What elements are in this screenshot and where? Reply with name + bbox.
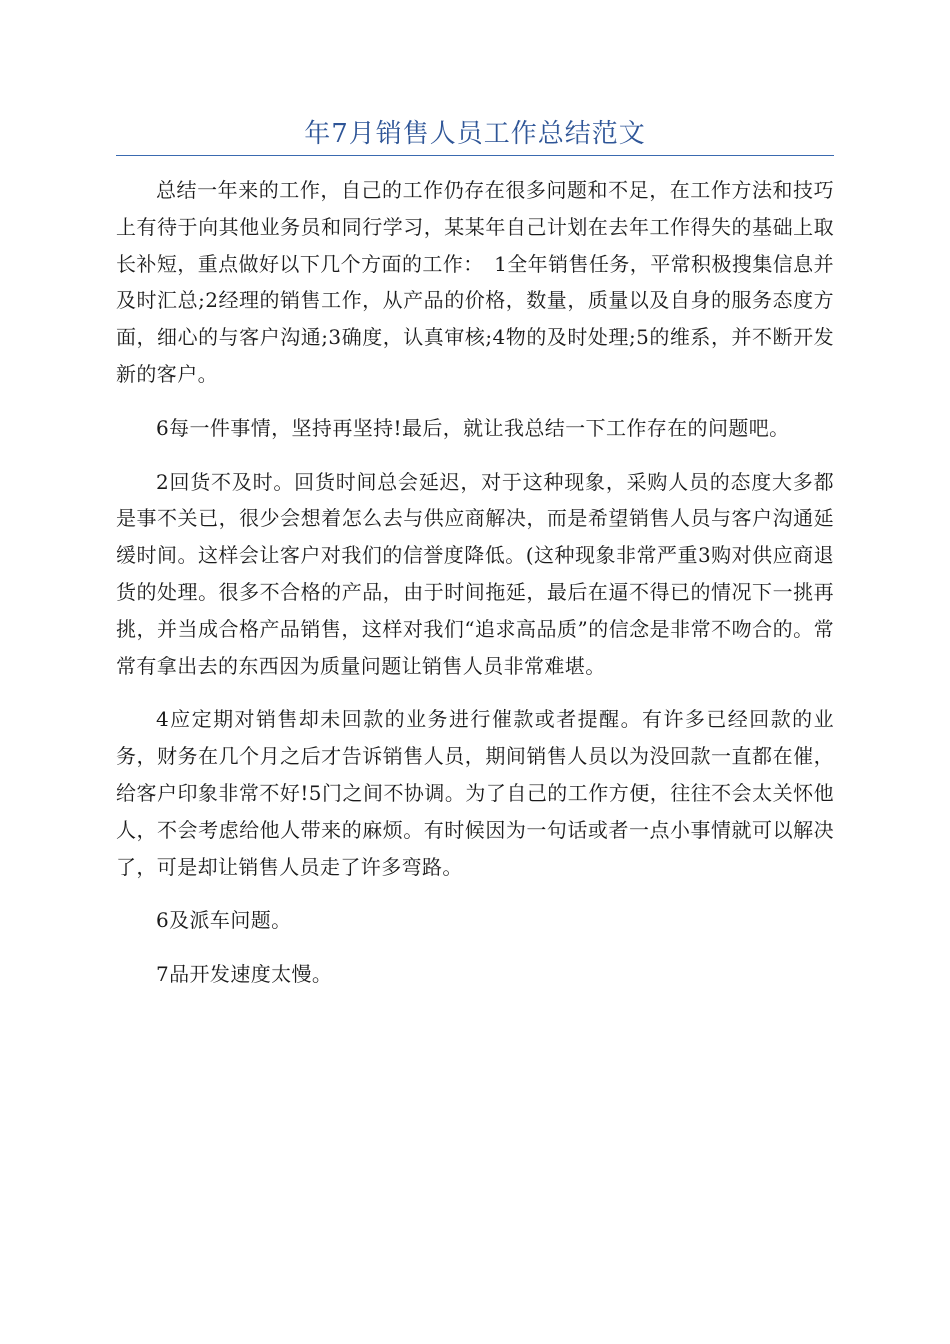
paragraph-4: 4应定期对销售却未回款的业务进行催款或者提醒。有许多已经回款的业务，财务在几个月之后才告诉销售人员，期间销售人员以为没回款一直都在催，给客户印象非常不好!5门之间不协调。为了自己的工作方便，往往不会太关怀他人，不会考虑给他人带来的麻烦。有时候因为一句话或者一点小事情就可以解决了，可是却让销售人员走了许多弯路。 [116, 707, 834, 879]
document-body [116, 172, 834, 1010]
document-title: 年7月销售人员工作总结范文 [304, 119, 646, 149]
paragraph-2: 6每一件事情，坚持再坚持!最后，就让我总结一下工作存在的问题吧。 [156, 415, 790, 440]
paragraph-5: 6及派车问题。 [156, 908, 292, 933]
paragraph-6: 7品开发速度太慢。 [156, 962, 333, 987]
paragraph-3: 2回货不及时。回货时间总会延迟，对于这种现象，采购人员的态度大多都是事不关已，很少会想着怎么去与供应商解决，而是希望销售人员与客户沟通延缓时间。这样会让客户对我们的信誉度降低。(这种现象非常严重3购对供应商退货的处理。很多不合格的产品，由于时间拖延，最后在逼不得已的情况下一挑再挑，并当成合格产品销售，这样对我们“追求高品质”的信念是非常不吻合的。常常有拿出去的东西因为质量问题让销售人员非常难堪。 [116, 469, 834, 678]
paragraph-1: 总结一年来的工作，自己的工作仍存在很多问题和不足，在工作方法和技巧上有待于向其他业务员和同行学习，某某年自己计划在去年工作得失的基础上取长补短，重点做好以下几个方面的工作： 1全年销售任务，平常积极搜集信息并及时汇总;2经理的销售工作，从产品的价格，数量，质量以及自身的服务态度方面，细心的与客户沟通;3确度，认真审核;4物的及时处理;5的维系，并不断开发新的客户。 [116, 178, 834, 386]
title-underline [116, 155, 834, 156]
